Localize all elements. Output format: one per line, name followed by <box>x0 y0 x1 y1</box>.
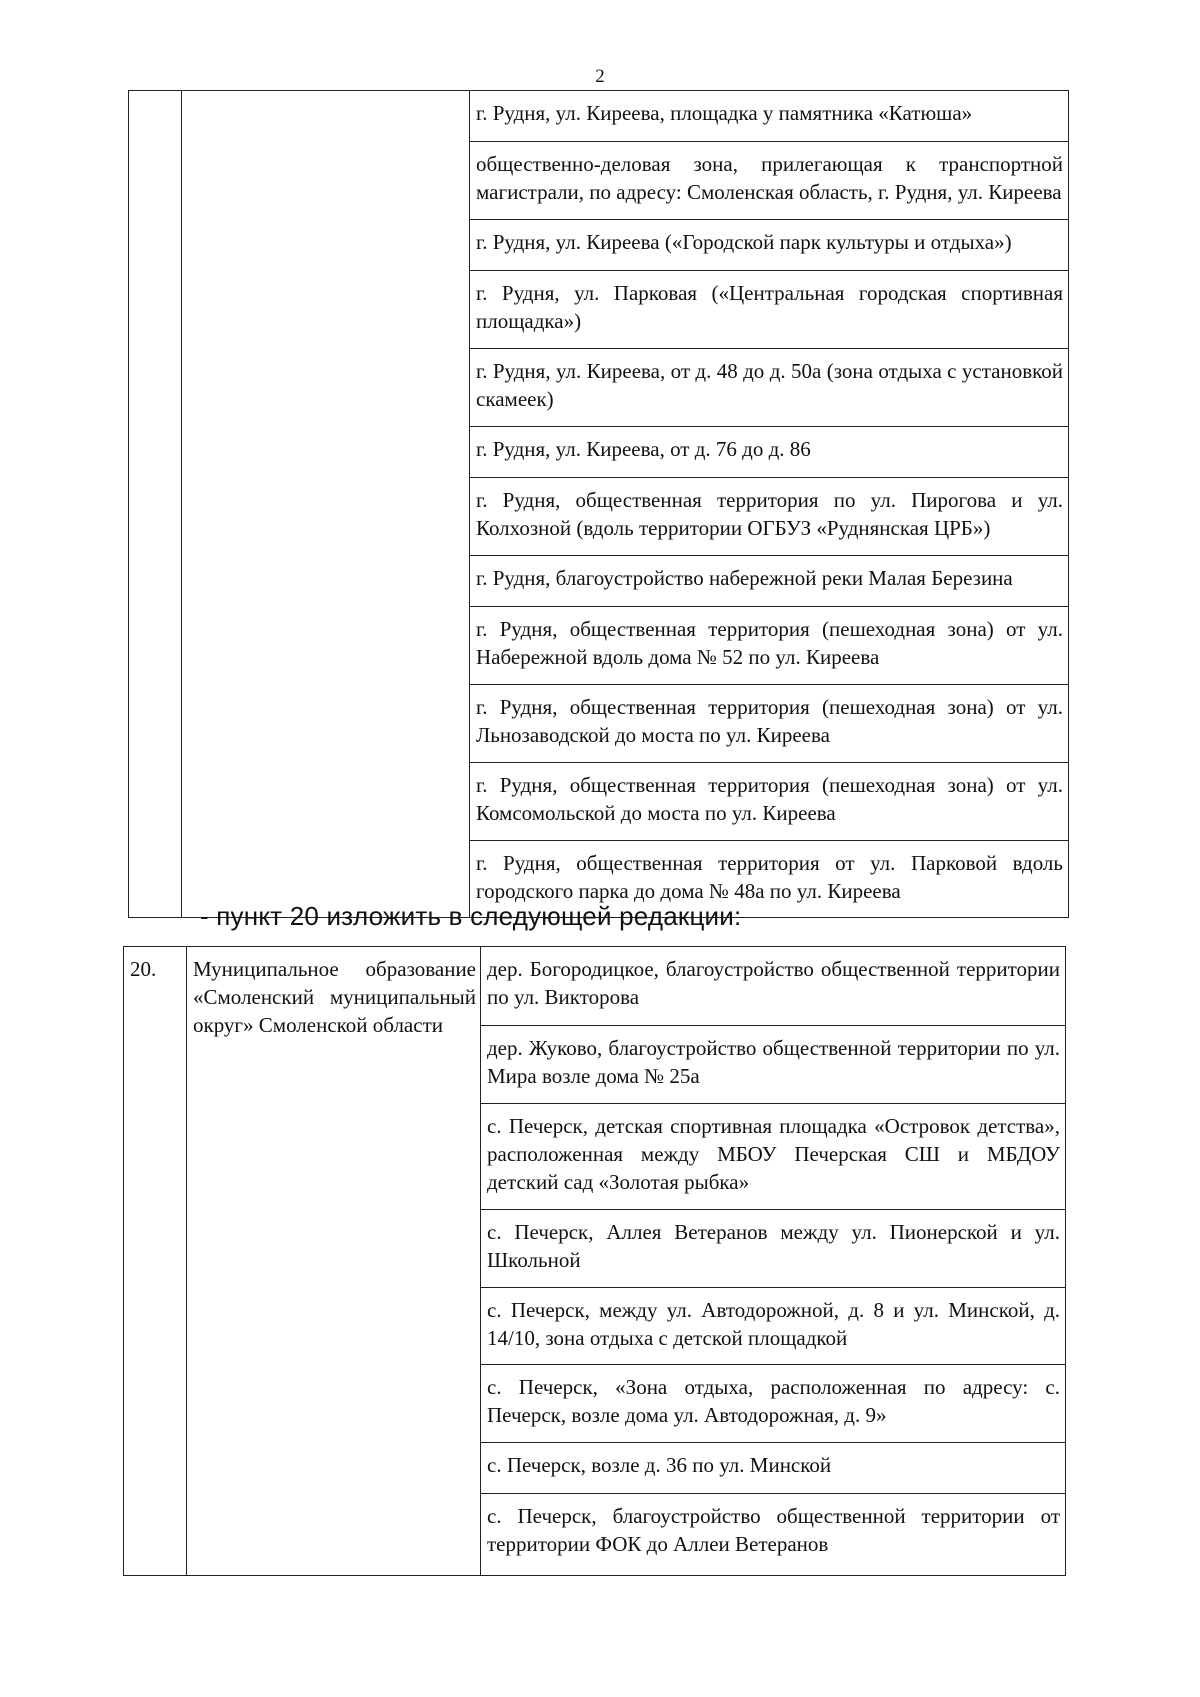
table-row: с. Печерск, «Зона отдыха, расположенная по адресу: с. Печерск, возле дома ул. Автодорожная, д. 9» <box>481 1365 1065 1443</box>
territories-table-item-20 <box>123 946 1066 1576</box>
municipality-name: Муниципальное образование «Смоленский муниципальный округ» Смоленской области <box>187 947 481 1576</box>
table-row: общественно-деловая зона, прилегающая к транспортной магистрали, по адресу: Смоленская область, г. Рудня, ул. Киреева <box>470 142 1068 220</box>
table-row: г. Рудня, ул. Киреева, от д. 48 до д. 50а (зона отдыха с установкой скамеек) <box>470 349 1068 427</box>
table-row: г. Рудня, ул. Киреева, площадка у памятника «Катюша» <box>470 91 1068 142</box>
table-row: г. Рудня, общественная территория по ул. Пирогова и ул. Колхозной (вдоль территории ОГБУЗ «Руднянская ЦРБ») <box>470 478 1068 556</box>
page-number: 2 <box>595 66 605 87</box>
table-row: с. Печерск, между ул. Автодорожной, д. 8 и ул. Минской, д. 14/10, зона отдыха с детской площадкой <box>481 1288 1065 1365</box>
territories-table-continued <box>128 90 1069 918</box>
number-cell <box>129 91 182 918</box>
table-row: с. Печерск, возле д. 36 по ул. Минской <box>481 1443 1065 1494</box>
territories-cell <box>470 91 1069 918</box>
table-row: дер. Жуково, благоустройство общественной территории по ул. Мира возле дома № 25а <box>481 1026 1065 1104</box>
table-row: с. Печерск, детская спортивная площадка «Островок детства», расположенная между МБОУ Печерская СШ и МБДОУ детский сад «Золотая рыбка» <box>481 1104 1065 1210</box>
table-row: с. Печерск, благоустройство общественной территории от территории ФОК до Аллеи Ветеранов <box>487 1504 1060 1556</box>
table-row: дер. Богородицкое, благоустройство общественной территории по ул. Викторова <box>481 947 1065 1026</box>
table-row: г. Рудня, общественная территория (пешеходная зона) от ул. Льнозаводской до моста по ул. Киреева <box>470 685 1068 763</box>
table-row: г. Рудня, ул. Парковая («Центральная городская спортивная площадка») <box>470 271 1068 349</box>
amendment-note: - пункт 20 изложить в следующей редакции: <box>200 901 742 931</box>
table-row: г. Рудня, ул. Киреева, от д. 76 до д. 86 <box>470 427 1068 478</box>
table-row: г. Рудня, благоустройство набережной реки Малая Березина <box>470 556 1068 607</box>
municipality-cell <box>182 91 470 918</box>
table-row: с. Печерск, Аллея Ветеранов между ул. Пионерской и ул. Школьной <box>481 1210 1065 1288</box>
item-number: 20. <box>124 947 187 1576</box>
table-row: г. Рудня, общественная территория от ул. Парковой вдоль городского парка до дома № 48а по ул. Киреева <box>476 851 1063 903</box>
table-row: г. Рудня, ул. Киреева («Городской парк культуры и отдыха») <box>470 220 1068 271</box>
table-row: г. Рудня, общественная территория (пешеходная зона) от ул. Комсомольской до моста по ул. Киреева <box>470 763 1068 841</box>
territories-cell <box>481 947 1066 1576</box>
table-row: г. Рудня, общественная территория (пешеходная зона) от ул. Набережной вдоль дома № 52 по ул. Киреева <box>470 607 1068 685</box>
